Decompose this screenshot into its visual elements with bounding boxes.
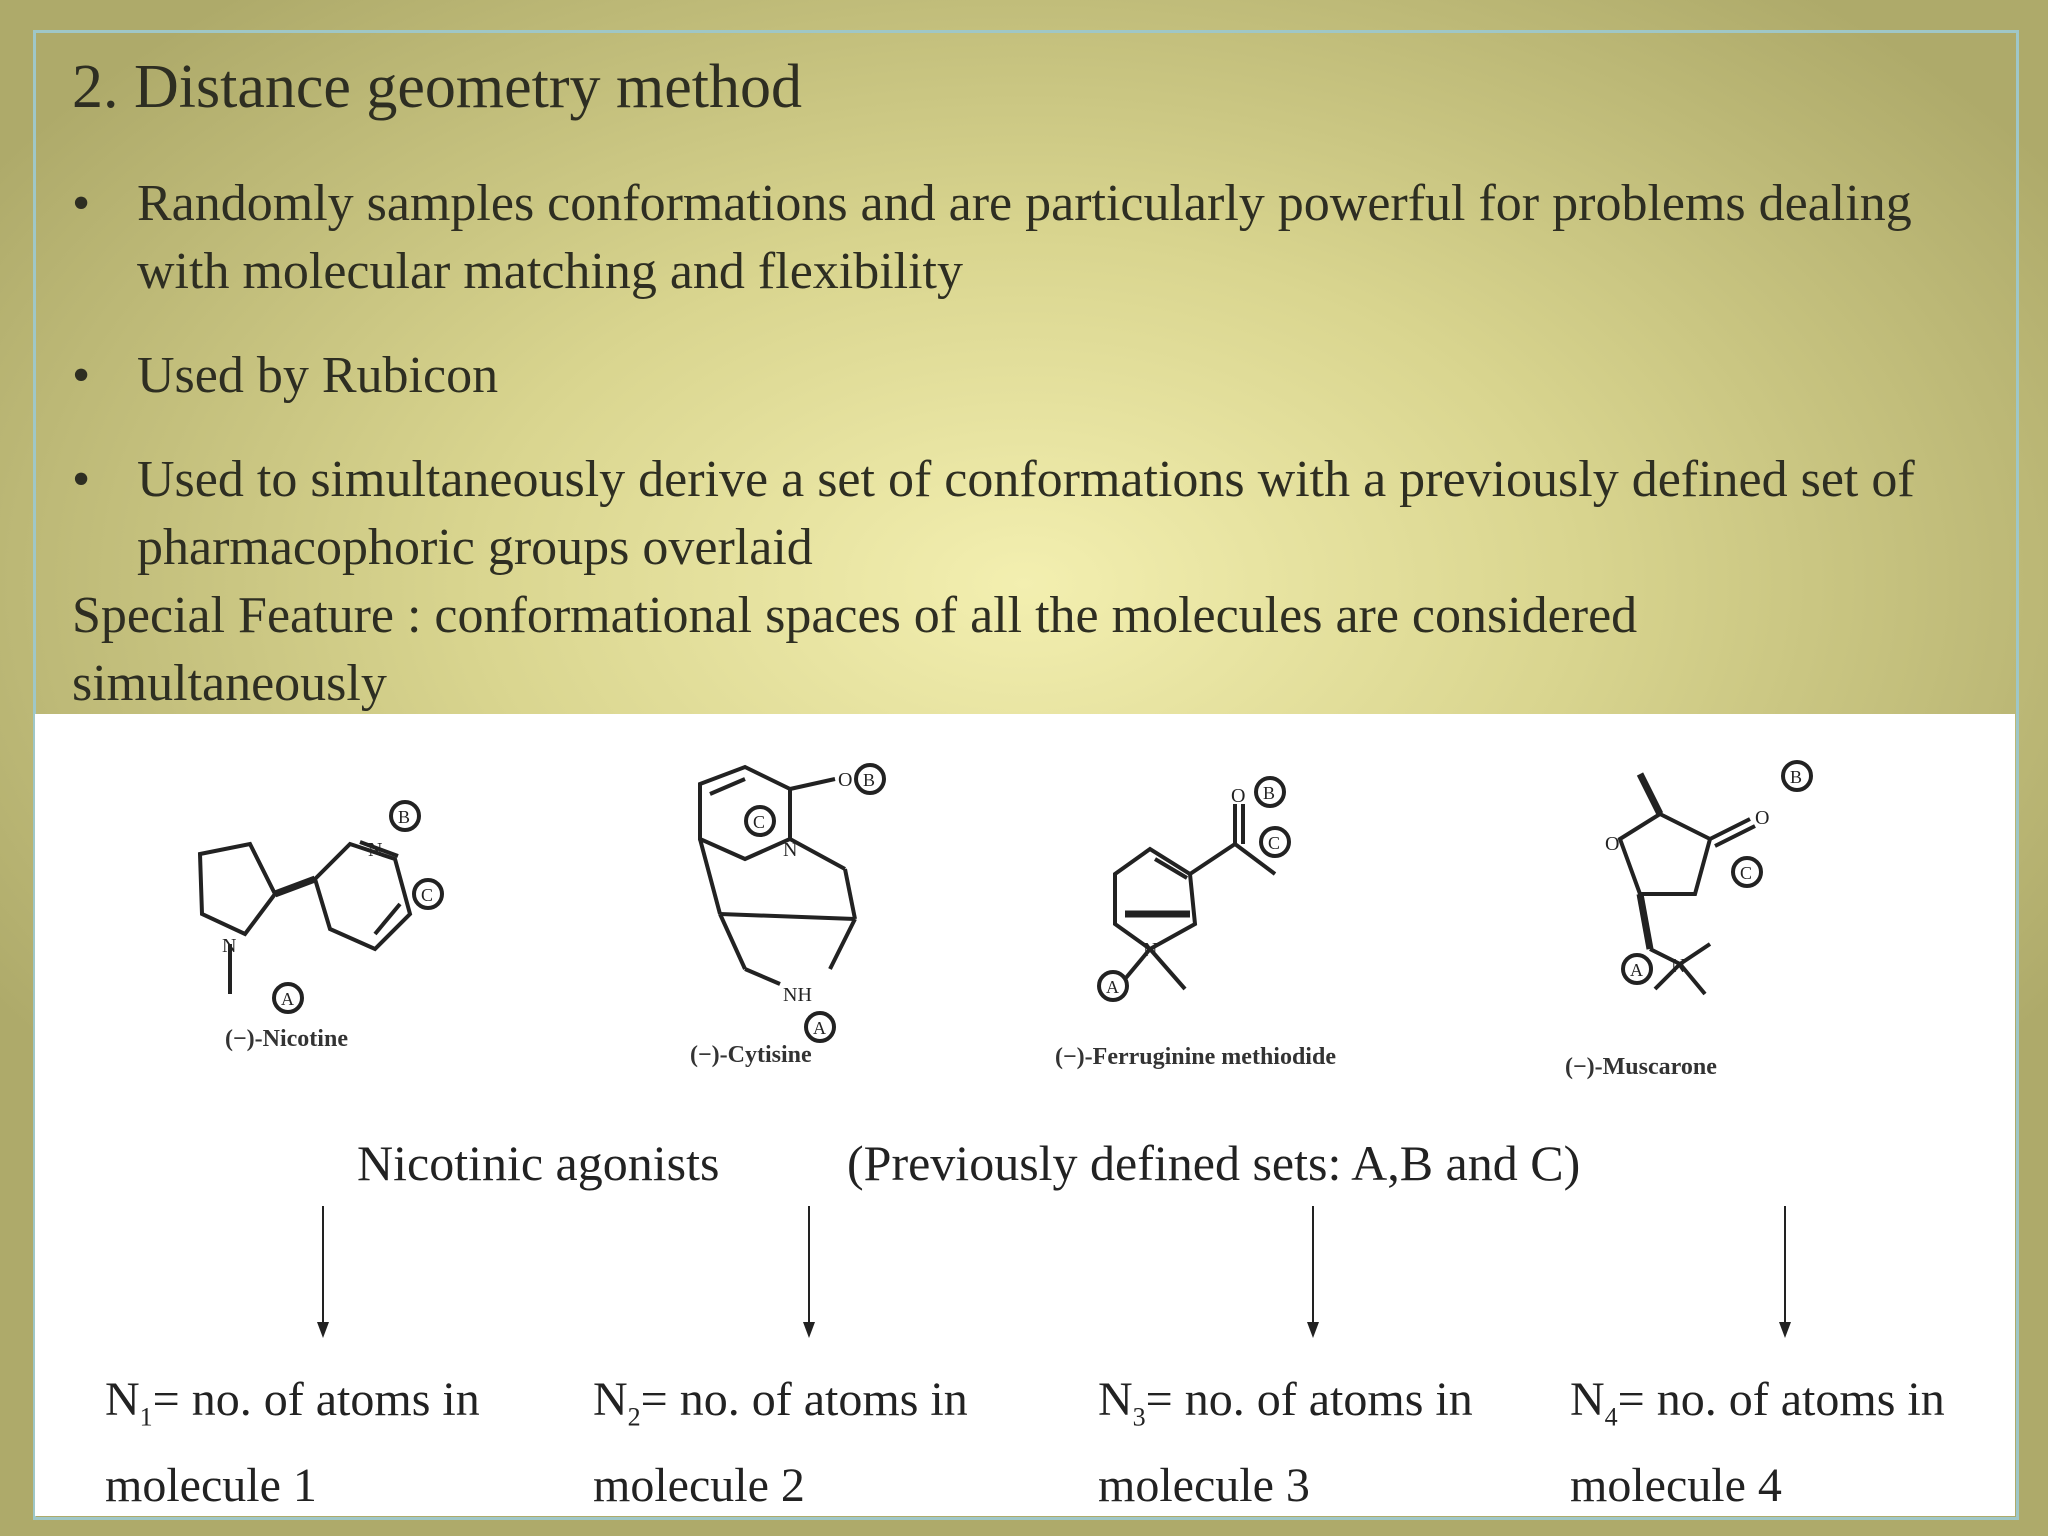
cytisine-structure bbox=[645, 739, 945, 1049]
down-arrow-icon bbox=[1779, 1206, 1791, 1338]
muscarone-structure bbox=[1575, 744, 1835, 1044]
site-b-label: B bbox=[863, 770, 876, 790]
nitrogen-atom: N bbox=[1143, 939, 1158, 961]
atom-count-molecule-1 bbox=[105, 1366, 480, 1520]
site-a-label: A bbox=[281, 989, 294, 1009]
bullet-list bbox=[72, 170, 1972, 618]
bullet-dot: • bbox=[72, 347, 91, 404]
pharmacophore-figure bbox=[35, 714, 2015, 1516]
bullet-dot: • bbox=[72, 175, 91, 232]
n-subscript: 1 bbox=[139, 1402, 153, 1432]
oxygen-atom: O bbox=[838, 769, 853, 791]
special-feature: Special Feature : conformational spaces of all the molecules are considered simultaneously bbox=[72, 587, 1638, 712]
nitrogen-atom: N bbox=[368, 839, 383, 861]
bullet-text: Used by Rubicon bbox=[137, 347, 499, 404]
nitrogen-atom: N bbox=[1671, 955, 1686, 977]
bullet-text: Randomly samples conformations and are particularly powerful for problems dealing with molecular matching and flexibility bbox=[137, 175, 1912, 300]
nicotine-structure bbox=[150, 744, 490, 1044]
slide-title: 2. Distance geometry method bbox=[72, 53, 803, 121]
nicotinic-agonists-label: Nicotinic agonists bbox=[357, 1135, 720, 1191]
n-subscript: 3 bbox=[1132, 1402, 1146, 1432]
count-text: = no. of atoms in bbox=[1145, 1373, 1473, 1426]
oxygen-atom: O bbox=[1231, 785, 1246, 807]
site-a-label: A bbox=[1106, 977, 1119, 997]
molecule-label-ferruginine: (−)-Ferruginine methiodide bbox=[1055, 1044, 1336, 1070]
down-arrow-icon bbox=[1307, 1206, 1319, 1338]
bullet-item bbox=[72, 342, 1972, 410]
down-arrow-icon bbox=[317, 1206, 329, 1338]
count-text: = no. of atoms in bbox=[152, 1373, 480, 1426]
n-symbol: N bbox=[105, 1373, 140, 1426]
ferruginine-structure bbox=[1095, 764, 1395, 1044]
n-symbol: N bbox=[593, 1373, 628, 1426]
site-b-label: B bbox=[398, 807, 411, 827]
site-b-label: B bbox=[1790, 767, 1803, 787]
molecule-name: molecule 2 bbox=[593, 1458, 805, 1512]
count-text: = no. of atoms in bbox=[640, 1373, 968, 1426]
molecule-label-muscarone: (−)-Muscarone bbox=[1565, 1054, 1717, 1080]
molecule-name: molecule 4 bbox=[1570, 1458, 1782, 1512]
n-subscript: 2 bbox=[627, 1402, 641, 1432]
bullet-dot: • bbox=[72, 451, 91, 508]
oxygen-atom: O bbox=[1605, 833, 1620, 855]
site-c-label: C bbox=[1268, 833, 1281, 853]
site-c-label: C bbox=[421, 885, 434, 905]
site-a-label: A bbox=[813, 1018, 826, 1038]
n-subscript: 4 bbox=[1604, 1402, 1618, 1432]
atom-count-molecule-3 bbox=[1098, 1366, 1473, 1520]
molecule-name: molecule 3 bbox=[1098, 1458, 1310, 1512]
n-symbol: N bbox=[1098, 1373, 1133, 1426]
oxygen-atom: O bbox=[1755, 807, 1770, 829]
atom-count-molecule-4 bbox=[1570, 1366, 1945, 1520]
bullet-item bbox=[72, 446, 1972, 582]
n-symbol: N bbox=[1570, 1373, 1605, 1426]
site-a-label: A bbox=[1630, 960, 1643, 980]
down-arrow-icon bbox=[803, 1206, 815, 1338]
amine-atom: NH bbox=[783, 984, 812, 1006]
molecule-label-nicotine: (−)-Nicotine bbox=[225, 1026, 348, 1052]
previously-defined-sets-label: (Previously defined sets: A,B and C) bbox=[847, 1135, 1581, 1191]
site-c-label: C bbox=[753, 812, 766, 832]
molecule-label-cytisine: (−)-Cytisine bbox=[690, 1042, 812, 1068]
count-text: = no. of atoms in bbox=[1617, 1373, 1945, 1426]
site-b-label: B bbox=[1263, 783, 1276, 803]
nitrogen-atom: N bbox=[783, 839, 798, 861]
site-c-label: C bbox=[1740, 863, 1753, 883]
bullet-item bbox=[72, 170, 1972, 306]
atom-count-molecule-2 bbox=[593, 1366, 968, 1520]
nitrogen-atom: N bbox=[222, 935, 237, 957]
bullet-text: Used to simultaneously derive a set of conformations with a previously defined set of pharmacophoric groups overlaid bbox=[137, 451, 1915, 576]
molecule-name: molecule 1 bbox=[105, 1458, 317, 1512]
